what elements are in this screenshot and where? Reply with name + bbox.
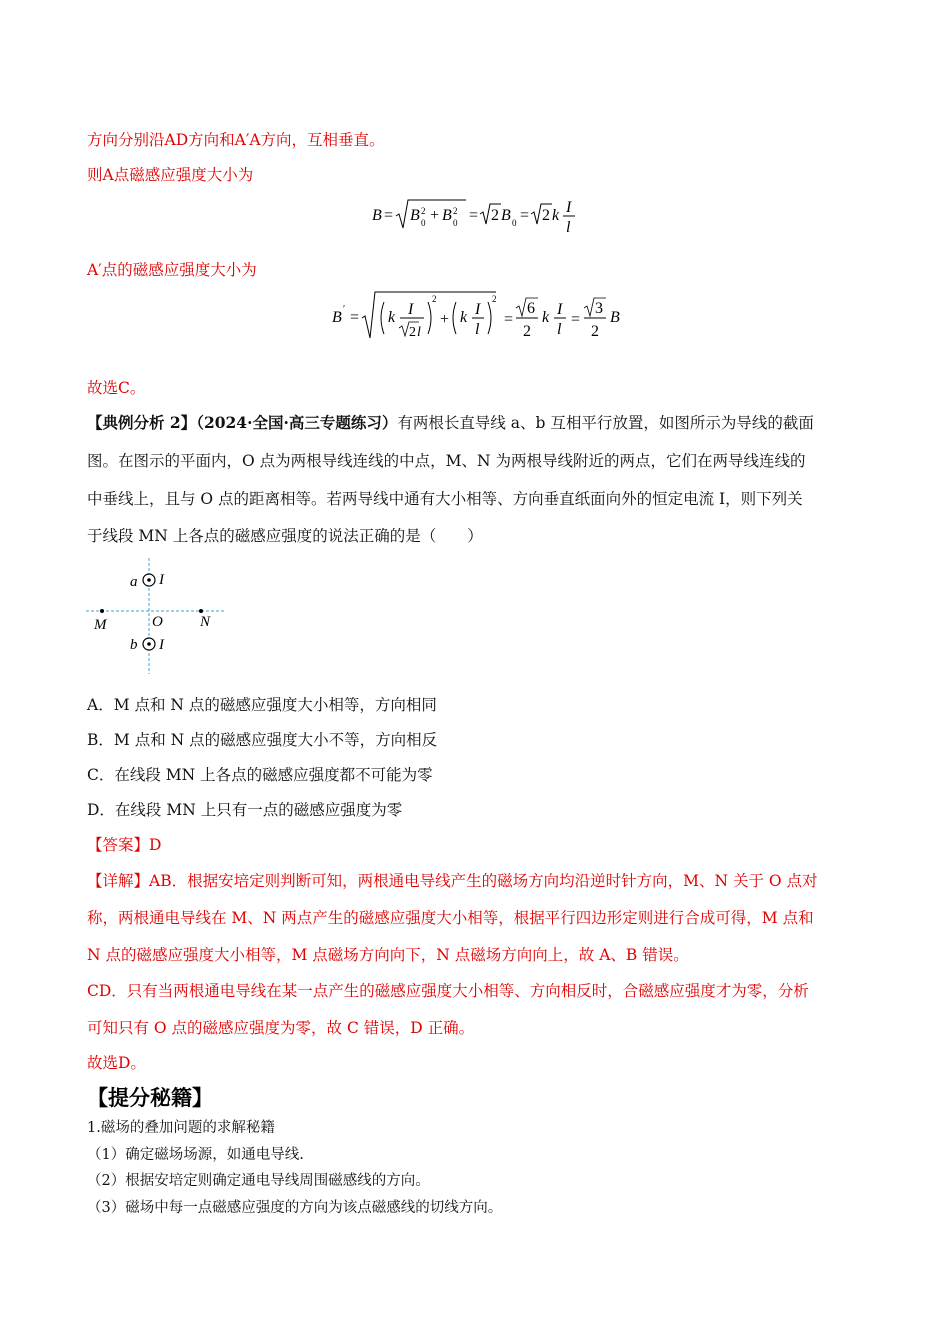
label-o: O	[152, 614, 163, 630]
svg-text:l: l	[557, 321, 562, 338]
svg-text:2: 2	[591, 323, 599, 340]
example-stem-line-2: 图。在图示的平面内，O 点为两根导线连线的中点，M、N 为两根导线附近的两点，它们在两导线连线的	[87, 452, 806, 470]
example-stem-line-3: 中垂线上，且与 O 点的距离相等。若两导线中通有大小相等、方向垂直纸面向外的恒定电流 I，则下列关	[87, 490, 803, 508]
tips-item-4: （3）磁场中每一点磁感应强度的方向为该点磁感线的切线方向。	[87, 1200, 503, 1216]
point-n-dot	[199, 609, 203, 613]
svg-text:=: =	[469, 207, 479, 224]
svg-text:=: =	[520, 207, 530, 224]
svg-text:3: 3	[595, 300, 603, 317]
svg-text:2: 2	[491, 207, 499, 224]
label-a: a	[130, 574, 138, 590]
svg-text:=: =	[384, 207, 394, 224]
option-c: C．在线段 MN 上各点的磁感应强度都不可能为零	[87, 766, 433, 784]
svg-text:k: k	[552, 207, 560, 224]
svg-text:2: 2	[409, 325, 416, 340]
wire-cross-section-figure	[86, 556, 226, 676]
svg-text:B: B	[372, 207, 382, 224]
wire-b-dot	[147, 642, 151, 646]
solution-conclusion: 故选C。	[87, 379, 146, 397]
tips-item-1: 1.磁场的叠加问题的求解秘籍	[87, 1120, 275, 1136]
option-a: A．M 点和 N 点的磁感应强度大小相等，方向相同	[87, 696, 437, 714]
svg-text:2: 2	[421, 206, 426, 216]
svg-text:=: =	[504, 311, 514, 328]
svg-text:=: =	[350, 309, 360, 326]
explain-line-2: 称，两根通电导线在 M、N 两点产生的磁感应强度大小相等，根据平行四边形定则进行合成可得，M 点和	[87, 909, 814, 927]
svg-text:+: +	[440, 311, 450, 328]
formula-b-prime-magnitude	[328, 288, 628, 348]
answer: 【答案】D	[87, 836, 162, 854]
svg-text:B: B	[442, 207, 452, 224]
svg-text:6: 6	[527, 300, 535, 317]
svg-text:0: 0	[421, 218, 426, 228]
svg-text:+: +	[430, 207, 440, 224]
svg-text:I: I	[557, 301, 563, 318]
tips-item-3: （2）根据安培定则确定通电导线周围磁感线的方向。	[87, 1173, 430, 1189]
example-stem-line-4: 于线段 MN 上各点的磁感应强度的说法正确的是（ ）	[87, 527, 483, 545]
formula-b-magnitude	[368, 192, 588, 244]
svg-text:B: B	[501, 207, 511, 224]
wire-a-dot	[147, 578, 151, 582]
example-source: （2024·全国·高三专题练习）	[196, 413, 398, 432]
svg-text:k: k	[388, 309, 396, 326]
svg-text:2: 2	[523, 323, 531, 340]
svg-text:′: ′	[343, 304, 346, 315]
tips-item-2: （1）确定磁场场源，如通电导线.	[87, 1147, 304, 1163]
svg-text:I: I	[566, 199, 572, 216]
explain-line-1: 【详解】AB．根据安培定则判断可知，两根通电导线产生的磁场方向均沿逆时针方向，M、N 关于 O 点对	[87, 872, 818, 890]
svg-text:B: B	[410, 207, 420, 224]
svg-text:=: =	[571, 311, 581, 328]
point-m-dot	[100, 609, 104, 613]
svg-text:B: B	[610, 309, 620, 326]
svg-text:0: 0	[512, 218, 517, 228]
svg-text:0: 0	[453, 218, 458, 228]
explain-line-4: CD．只有当两根通电导线在某一点产生的磁感应强度大小相等、方向相反时，合磁感应强度才为零，分析	[87, 982, 809, 1000]
svg-text:l: l	[475, 321, 480, 338]
example-conclusion: 故选D。	[87, 1054, 146, 1072]
label-i-bottom: I	[159, 637, 164, 653]
svg-text:B: B	[332, 309, 342, 326]
svg-text:2: 2	[432, 294, 437, 304]
solution-line-1: 方向分别沿AD方向和A′A方向，互相垂直。	[87, 131, 385, 149]
svg-text:I: I	[408, 301, 414, 318]
solution-line-2: 则A点磁感应强度大小为	[87, 166, 254, 184]
svg-text:l: l	[566, 219, 571, 236]
tips-heading: 【提分秘籍】	[87, 1085, 213, 1110]
example-stem-line-1: 【典例分析 2】（2024·全国·高三专题练习）有两根长直导线 a、b 互相平行放置，如图所示为导线的截面	[87, 413, 814, 432]
svg-text:k: k	[460, 309, 468, 326]
label-i-top: I	[159, 572, 164, 588]
svg-text:2: 2	[453, 206, 458, 216]
svg-text:k: k	[542, 309, 550, 326]
explain-line-5: 可知只有 O 点的磁感应强度为零，故 C 错误，D 正确。	[87, 1019, 475, 1037]
svg-text:I: I	[475, 301, 481, 318]
option-b: B．M 点和 N 点的磁感应强度大小不等，方向相反	[87, 731, 438, 749]
example-tag: 【典例分析 2】	[87, 413, 197, 432]
svg-text:2: 2	[492, 294, 497, 304]
label-m: M	[94, 617, 107, 633]
svg-text:l: l	[417, 325, 421, 340]
solution-line-3: A′点的磁感应强度大小为	[87, 261, 257, 279]
svg-text:2: 2	[542, 207, 550, 224]
label-n: N	[200, 614, 211, 630]
option-d: D．在线段 MN 上只有一点的磁感应强度为零	[87, 801, 403, 819]
label-b: b	[130, 637, 138, 653]
explain-line-3: N 点的磁感应强度大小相等，M 点磁场方向向下，N 点磁场方向向上，故 A、B 错误。	[87, 946, 689, 964]
